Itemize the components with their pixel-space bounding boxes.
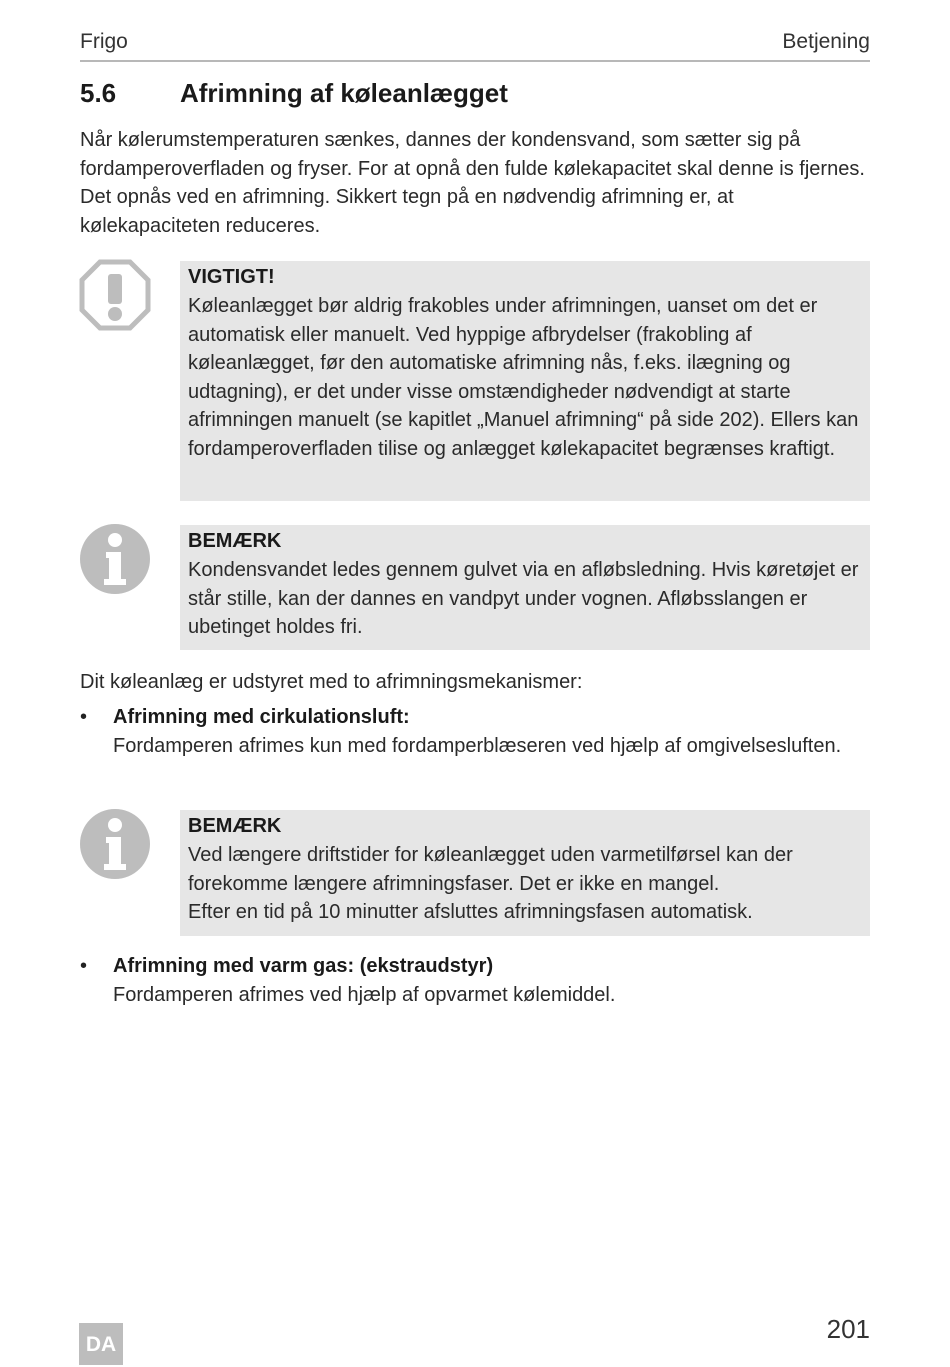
bullet2-text: Fordamperen afrimes ved hjælp af opvarmet kølemiddel. bbox=[113, 983, 616, 1006]
bullet1-text: Fordamperen afrimes kun med fordamperblæseren ved hjælp af omgivelsesluften. bbox=[113, 734, 842, 757]
info-circle-icon bbox=[79, 523, 151, 595]
note1-heading: BEMÆRK bbox=[188, 530, 282, 552]
section-title: Afrimning af køleanlægget bbox=[180, 78, 508, 108]
page-number: 201 bbox=[826, 1314, 870, 1344]
exclamation-octagon-icon bbox=[79, 259, 151, 331]
note-notice-2 bbox=[180, 810, 870, 936]
note2-line2: Efter en tid på 10 minutter afsluttes afrimningsfasen automatisk. bbox=[188, 901, 753, 923]
page-header bbox=[80, 30, 870, 62]
important-text: Køleanlægget bør aldrig frakobles under afrimningen, uanset om det er automatisk eller manuelt. Ved hyppige afbrydelser (frakobling af køleanlægget, før den automatiske afrimning nås, f.eks. ilægning og udtagning), er det under visse omstændigheder nødvendigt at starte afrimningen manuelt (se kapitlet „Manuel afrimning“ på side 202). Ellers kan fordamperoverfladen tilise og anlægget kølekapacitet begrænses kraftigt. bbox=[188, 295, 859, 460]
note1-text: Kondensvandet ledes gennem gulvet via en afløbsledning. Hvis køretøjet er står stille, kan der dannes en vandpyt under vognen. Afløbsslangen er ubetinget holdes fri. bbox=[188, 559, 859, 638]
note-notice-1 bbox=[180, 525, 870, 650]
list-item bbox=[80, 952, 870, 1012]
header-left: Frigo bbox=[80, 30, 128, 53]
bullet2-title: Afrimning med varm gas: (ekstraudstyr) bbox=[113, 955, 494, 977]
info-circle-icon bbox=[79, 808, 151, 880]
note2-heading: BEMÆRK bbox=[188, 815, 282, 837]
header-right: Betjening bbox=[782, 30, 870, 53]
section-heading bbox=[80, 78, 870, 114]
section-number: 5.6 bbox=[80, 78, 117, 108]
bullet1-title: Afrimning med cirkulationsluft: bbox=[113, 706, 410, 728]
important-notice bbox=[180, 261, 870, 501]
lead-paragraph: Dit køleanlæg er udstyret med to afrimningsmekanismer: bbox=[80, 671, 583, 693]
language-badge: DA bbox=[79, 1323, 123, 1365]
list-item bbox=[80, 703, 870, 793]
bullet-marker: • bbox=[80, 706, 88, 728]
intro-paragraph: Når kølerumstemperaturen sænkes, dannes der kondensvand, som sætter sig på fordamperoverfladen og fryser. For at opnå den fulde kølekapacitet skal denne is fjernes. Det opnås ved en afrimning. Sikkert tegn på en nødvendig afrimning er, at kølekapaciteten reduceres. bbox=[80, 129, 865, 237]
bullet-marker: • bbox=[80, 955, 88, 977]
important-heading: VIGTIGT! bbox=[188, 266, 275, 288]
note2-line1: Ved længere driftstider for køleanlægget uden varmetilførsel kan der forekomme længere afrimningsfaser. Det er ikke en mangel. bbox=[188, 844, 793, 895]
